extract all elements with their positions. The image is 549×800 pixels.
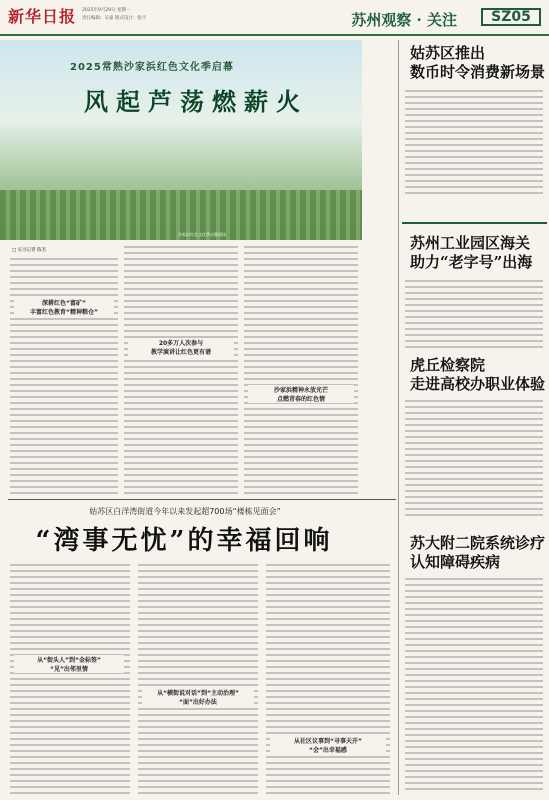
subhead-3: 沙家浜精神永放光芒 点燃青春的红色情 <box>248 385 354 403</box>
article-column-3 <box>244 244 358 496</box>
article-author: □ 实习记者 陈杰 <box>12 248 47 253</box>
side-headline-4: 苏大附二院系统诊疗 认知障碍疾病 <box>410 534 546 571</box>
side-article-4 <box>405 576 543 794</box>
banner-subtitle: 2025常熟沙家浜红色文化季启幕 <box>70 62 234 73</box>
subhead-1: 深耕红色“富矿” 丰富红色教育“精神粮仓” <box>14 298 114 316</box>
subhead-2: 20多万人次参与 教学演讲让红色更有谱 <box>128 338 234 356</box>
bottom-column-3 <box>266 562 390 794</box>
section-title: 苏州观察 · 关注 <box>351 11 457 29</box>
editor-line: 责任编辑：吴嘉 版式设计：张宇 <box>82 16 147 21</box>
side-article-3 <box>405 398 543 518</box>
masthead <box>0 0 549 36</box>
photo-credit: 沙家浜红色文化季启幕现场 <box>178 232 226 237</box>
side-headline-2: 苏州工业园区海关 助力“老字号”出海 <box>410 234 533 271</box>
bottom-kicker: 姑苏区白洋湾街道今年以来发起超700场“楼栋见面会” <box>89 507 281 516</box>
divider <box>8 499 396 500</box>
article-column-2 <box>124 244 238 496</box>
page-number: SZ05 <box>481 8 541 26</box>
column-rule <box>398 40 399 795</box>
bottom-subhead-1: 从“街头人”到“金标签” “见”出邻里情 <box>14 655 124 673</box>
bottom-column-2 <box>138 562 258 794</box>
bottom-column-1 <box>10 562 130 794</box>
banner-title: 风起芦荡燃薪火 <box>84 87 308 116</box>
article-column-1 <box>10 256 118 496</box>
side-article-2 <box>405 278 543 348</box>
bottom-subhead-3: 从社区议事到“寻事天开” “会”出幸福感 <box>270 736 386 754</box>
side-headline-3: 虎丘检察院 走进高校办职业体验 <box>410 356 546 393</box>
side-rule <box>402 222 547 224</box>
side-article-1 <box>405 88 543 198</box>
side-headline-1: 姑苏区推出 数币时令消费新场景 <box>410 44 546 81</box>
bottom-headline: “湾事无忧”的幸福回响 <box>35 526 333 556</box>
date-line: 2025年9月29日 星期一 <box>82 8 131 13</box>
newspaper-logo: 新华日报 <box>8 7 77 26</box>
bottom-subhead-2: 从“横街说对话”到“主动治理” “面”出好办法 <box>142 688 254 706</box>
